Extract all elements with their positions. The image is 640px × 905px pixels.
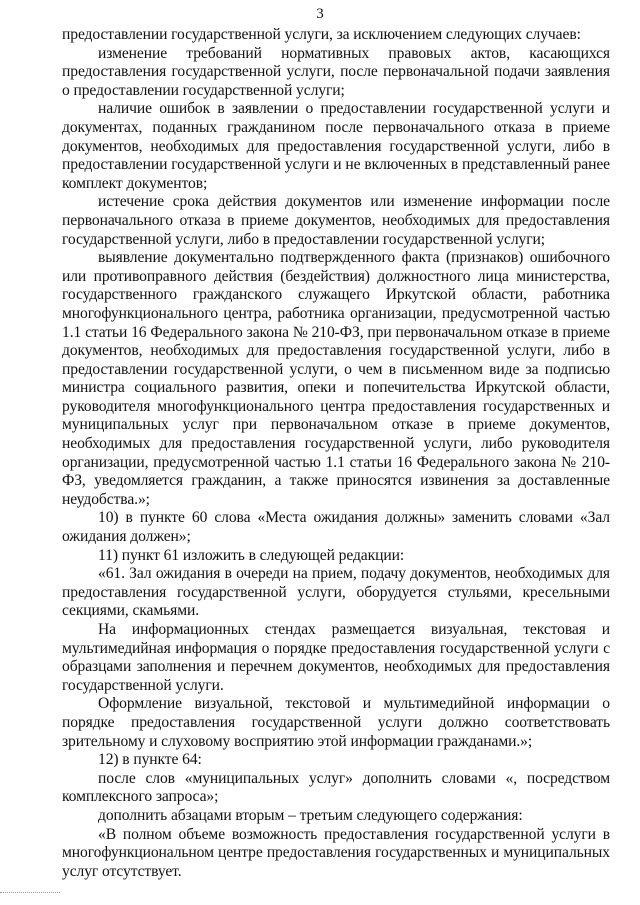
page-number: 3 xyxy=(316,6,324,22)
paragraph: выявление документально подтвержденного факта (признаков) ошибочного или противоправного действия (бездействия) должностного лица министерства, государственного гражданского служащего Иркутской области, работника многофункционального центра, работника организации, предусмотренной частью 1.1 статьи 16 Федерального закона № 210-ФЗ, при первоначальном отказе в приеме документов, необходимых для предоставления государственной услуги, либо в предоставлении государственной услуги, о чем в письменном виде за подписью министра социального развития, опеки и попечительства Иркутской области, руководителя многофункционального центра предоставления государственных и муниципальных услуг при первоначальном отказе в приеме документов, необходимых для предоставления государственной услуги, либо руководителя организации, предусмотренной частью 1.1 статьи 16 Федерального закона № 210-ФЗ, уведомляется гражданин, а также приносятся извинения за доставленные неудобства.»; xyxy=(62,249,610,508)
paragraph: изменение требований нормативных правовых актов, касающихся предоставления государственной услуги, после первоначальной подачи заявления о предоставлении государственной услуги; xyxy=(62,44,610,99)
paragraph: после слов «муниципальных услуг» дополнить словами «, посредством комплексного запроса»; xyxy=(62,769,610,806)
paragraph: «61. Зал ожидания в очереди на прием, подачу документов, необходимых для предоставления государственной услуги, оборудуется стульями, кресельными секциями, скамьями. xyxy=(62,565,610,620)
document-body xyxy=(62,26,610,881)
paragraph: 11) пункт 61 изложить в следующей редакции: xyxy=(98,546,405,564)
paragraph: дополнить абзацами вторым – третьим следующего содержания: xyxy=(98,806,523,824)
paragraph: 10) в пункте 60 слова «Места ожидания должны» заменить словами «Зал ожидания должен»; xyxy=(62,509,610,546)
paragraph: истечение срока действия документов или изменение информации после первоначального отказа в приеме документов, необходимых для предоставления государственной услуги, либо в предоставлении государственной услуги; xyxy=(62,193,610,248)
paragraph: Оформление визуальной, текстовой и мультимедийной информации о порядке предоставления государственной услуги должно соответствовать зрительному и слуховому восприятию этой информации гражданами.»; xyxy=(62,695,610,750)
paragraph: наличие ошибок в заявлении о предоставлении государственной услуги и документах, поданных гражданином после первоначального отказа в приеме документов, необходимых для предоставления государственной услуги, либо в предоставлении государственной услуги и не включенных в представленный ранее комплект документов; xyxy=(62,100,610,192)
paragraph: «В полном объеме возможность предоставления государственной услуги в многофункциональном центре предоставления государственных и муниципальных услуг отсутствует. xyxy=(62,825,610,880)
paragraph: предоставлении государственной услуги, за исключением следующих случаев: xyxy=(62,26,581,43)
paragraph: 12) в пункте 64: xyxy=(98,751,202,769)
footer-divider xyxy=(0,892,60,893)
paragraph: На информационных стендах размещается визуальная, текстовая и мультимедийная информация о порядке предоставления государственной услуги с образцами заполнения и перечнем документов, необходимых для предоставления государственной услуги. xyxy=(62,621,610,694)
